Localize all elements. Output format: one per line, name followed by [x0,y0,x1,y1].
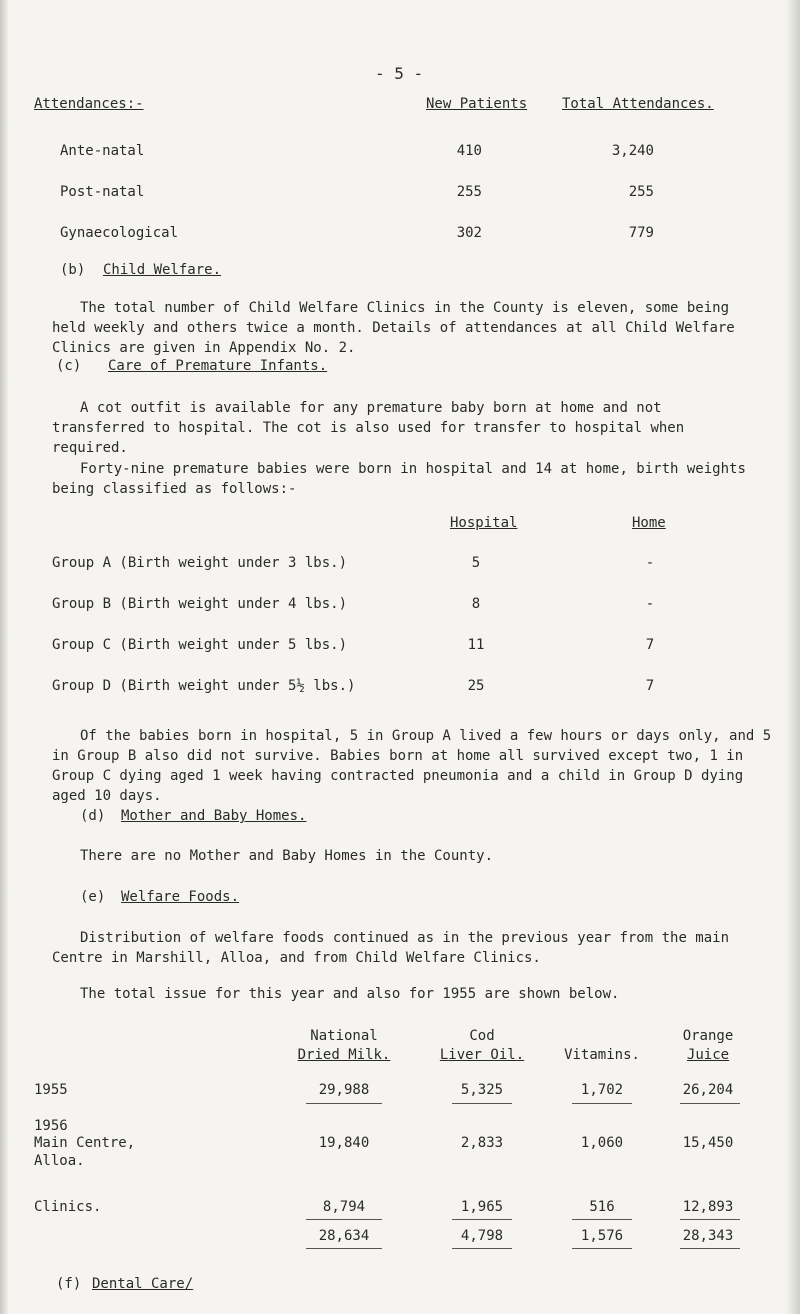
col-cod-line2: Liver Oil. [439,1047,525,1063]
col-oj-line2: Juice [686,1047,730,1063]
section-d-title: Mother and Baby Homes. [121,808,307,824]
row-new-postnatal: 255 [456,184,482,200]
col-milk-line2: Dried Milk. [297,1047,391,1063]
rule-total-cod [452,1248,512,1249]
section-b-text: The total number of Child Welfare Clinics in the County is eleven, some being held weekly and others twice a month. Details of attendances at all Child Welfare Clinics are given in Appendix No. 2. [52,300,735,356]
section-d-text: There are no Mother and Baby Homes in the County. [80,848,494,864]
rule-row1-cod [452,1103,512,1104]
col-cod-line1: Cod [469,1028,495,1044]
footer-catchword: Dental Care/ [92,1276,194,1292]
section-c-marker: (c) [56,358,82,374]
row-label-postnatal: Post-natal [60,184,145,200]
group-c-home: 7 [645,637,655,653]
row-new-antenatal: 410 [456,143,482,159]
foods-row2-cod: 2,833 [460,1135,504,1151]
page-right-edge [786,0,800,1314]
foods-total-milk: 28,634 [318,1228,370,1244]
foods-row1-oj: 26,204 [682,1082,734,1098]
rule-total-oj [680,1248,740,1249]
section-b-title: Child Welfare. [103,262,222,278]
foods-row1-milk: 29,988 [318,1082,370,1098]
foods-total-vit: 1,576 [580,1228,624,1244]
row-total-antenatal: 3,240 [611,143,654,159]
row-total-gynaecological: 779 [628,225,654,241]
rule-total-milk [306,1248,382,1249]
foods-row3-milk: 8,794 [322,1199,366,1215]
foods-row3-oj: 12,893 [682,1199,734,1215]
section-e-title: Welfare Foods. [121,889,240,905]
section-c-text1: A cot outfit is available for any premature baby born at home and not transferred to hospital. The cot is also used for transfer to hospital when required. [52,400,685,456]
foods-row1-cod: 5,325 [460,1082,504,1098]
rule-row3-oj [680,1219,740,1220]
foods-total-oj: 28,343 [682,1228,734,1244]
group-a-hospital: 5 [471,555,481,571]
group-b-label: Group B (Birth weight under 4 lbs.) [52,596,348,612]
group-c-hospital: 11 [467,637,485,653]
page-left-edge [0,0,8,1314]
row-total-postnatal: 255 [628,184,654,200]
col-oj-line1: Orange [682,1028,734,1044]
rule-row3-milk [306,1219,382,1220]
rule-row1-oj [680,1103,740,1104]
foods-total-cod: 4,798 [460,1228,504,1244]
foods-row2-label2: Main Centre, [34,1135,136,1151]
footer-marker: (f) [56,1276,82,1292]
section-d-marker: (d) [80,808,106,824]
col-new-patients: New Patients [426,96,528,112]
rule-total-vit [572,1248,632,1249]
col-vitamins: Vitamins. [564,1047,640,1063]
foods-row2-vit: 1,060 [580,1135,624,1151]
rule-row1-milk [306,1103,382,1104]
page-number: - 5 - [375,64,424,83]
rule-row3-cod [452,1219,512,1220]
section-b-marker: (b) [60,262,86,278]
group-c-label: Group C (Birth weight under 5 lbs.) [52,637,348,653]
group-d-home: 7 [645,678,655,694]
section-c-text3: Of the babies born in hospital, 5 in Group A lived a few hours or days only, and 5 in Group B also did not survive. Babies born at home all survived except two, 1 in Group C dying aged 1 week having contracted pneumonia and a child in Group D dying aged 10 days. [52,728,772,804]
attendances-heading: Attendances:- [34,96,144,112]
rule-row3-vit [572,1219,632,1220]
row-new-gynaecological: 302 [456,225,482,241]
row-label-antenatal: Ante-natal [60,143,145,159]
col-total-attendances: Total Attendances. [562,96,714,112]
foods-row2-oj: 15,450 [682,1135,734,1151]
group-b-home: - [645,596,655,612]
row-label-gynaecological: Gynaecological [60,225,179,241]
foods-row3-vit: 516 [589,1199,615,1215]
group-a-home: - [645,555,655,571]
section-e-marker: (e) [80,889,106,905]
group-d-label: Group D (Birth weight under 5½ lbs.) [52,678,356,694]
rule-row1-vit [572,1103,632,1104]
col-home: Home [632,515,666,531]
col-hospital: Hospital [450,515,518,531]
foods-row3-label: Clinics. [34,1199,102,1215]
foods-row1-label: 1955 [34,1082,68,1098]
col-milk-line1: National [310,1028,378,1044]
foods-row1-vit: 1,702 [580,1082,624,1098]
group-a-label: Group A (Birth weight under 3 lbs.) [52,555,348,571]
foods-row2-label3: Alloa. [34,1153,85,1169]
foods-row2-label1: 1956 [34,1118,68,1134]
group-d-hospital: 25 [467,678,485,694]
section-c-title: Care of Premature Infants. [108,358,328,374]
foods-row3-cod: 1,965 [460,1199,504,1215]
section-e-text2: The total issue for this year and also for 1955 are shown below. [80,986,620,1002]
section-e-text1: Distribution of welfare foods continued as in the previous year from the main Centre in Marshill, Alloa, and from Child Welfare Clinics. [52,930,730,966]
group-b-hospital: 8 [471,596,481,612]
section-c-text2: Forty-nine premature babies were born in hospital and 14 at home, birth weights being classified as follows:- [52,461,746,497]
foods-row2-milk: 19,840 [318,1135,370,1151]
